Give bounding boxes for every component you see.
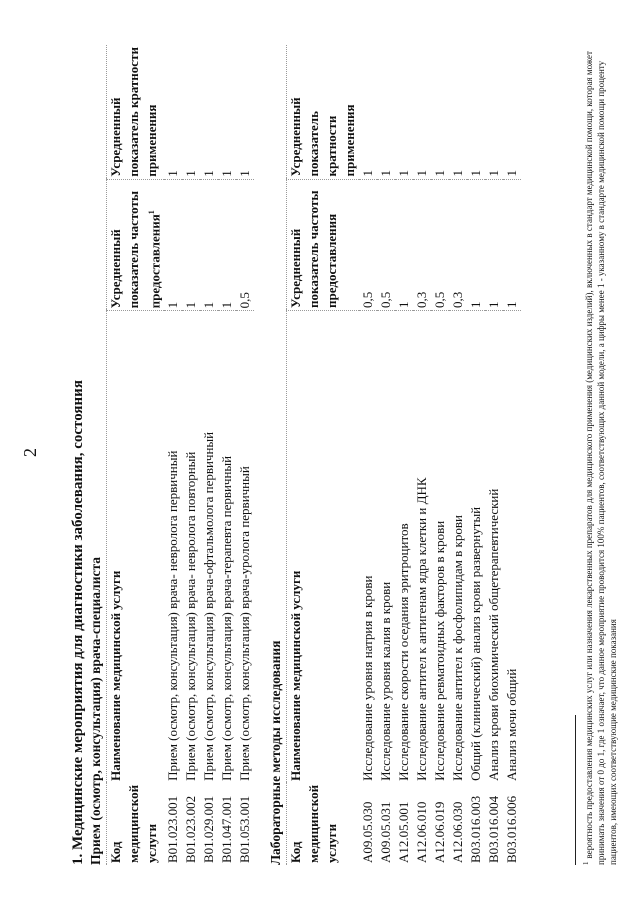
row-multiplicity: 1 — [359, 45, 377, 179]
row-name: Исследование антител к фосфолипидам в крови — [450, 515, 465, 781]
row-name: Исследование антител к антигенам ядра клетки и ДНК — [414, 477, 429, 781]
row-name: Анализ крови биохимический общетерапевтический — [486, 488, 501, 781]
row-multiplicity: 1 — [503, 45, 521, 179]
row-name: Прием (осмотр, консультация) врача-уролога первичный — [237, 466, 253, 781]
table-header-row — [107, 45, 165, 865]
row-frequency: 1 — [182, 179, 200, 311]
row-code: A12.05.001 — [396, 801, 411, 863]
row-name: Прием (осмотр, консультация) врача- невролога повторный — [183, 451, 199, 781]
row-frequency: 1 — [218, 179, 236, 311]
row-multiplicity: 1 — [485, 45, 503, 179]
header-name: Наименование медицинской услуги — [108, 570, 123, 781]
row-frequency: 0,5 — [431, 179, 449, 310]
row-frequency: 0,5 — [359, 179, 377, 310]
table-row — [485, 45, 503, 865]
row-code: A09.05.031 — [378, 801, 393, 863]
row-multiplicity: 1 — [395, 45, 413, 179]
table-row — [218, 45, 236, 865]
row-multiplicity: 1 — [236, 45, 254, 179]
table-header-row — [287, 45, 360, 865]
row-frequency: 1 — [164, 179, 182, 311]
lab-table-block — [286, 45, 521, 865]
footnote — [580, 35, 619, 865]
row-frequency: 1 — [467, 179, 485, 310]
table-row — [395, 45, 413, 865]
footnote-divider — [575, 715, 576, 865]
header-frequency: Усредненный показатель частоты предоставления — [287, 179, 360, 310]
row-frequency: 1 — [485, 179, 503, 310]
row-code: B01.023.002 — [183, 795, 199, 863]
footnote-marker: 1 — [147, 210, 156, 215]
footnote-marker: 1 — [582, 861, 590, 865]
header-code: Код медицинской услуги — [288, 784, 339, 863]
table-row — [200, 45, 218, 865]
row-name: Исследование ревматоидных факторов в крови — [432, 520, 447, 781]
row-name: Прием (осмотр, консультация) врача-офтальмолога первичный — [201, 431, 217, 781]
footnote-text: вероятность предоставления медицинских услуг или назначения лекарственных препаратов для медицинского применения (медицинских изделий), включенных в стандарт медицинской помощи, которая может принимать значения от 0 до 1, где 1 означает, что данное мероприятие проводится 100% пациентов, соответствующих данной модели, а цифры менее 1 - указанному в стандарте медицинской помощи проценту пациентов, имеющих соответствующие медицинские показания — [584, 51, 618, 865]
header-frequency: Усредненный показатель частоты предоставления$^1$ — [107, 179, 165, 311]
row-multiplicity: 1 — [218, 45, 236, 179]
header-name: Наименование медицинской услуги — [288, 570, 303, 781]
row-multiplicity: 1 — [182, 45, 200, 179]
row-multiplicity: 1 — [164, 45, 182, 179]
row-name: Общий (клинический) анализ крови развернутый — [468, 506, 483, 781]
row-code: A12.06.030 — [450, 801, 465, 863]
row-code: A09.05.030 — [360, 801, 375, 863]
row-name: Прием (осмотр, консультация) врача- невролога первичный — [165, 450, 181, 781]
page-number: 2 — [20, 448, 40, 457]
table-row — [467, 45, 485, 865]
row-frequency: 1 — [200, 179, 218, 311]
row-frequency: 1 — [395, 179, 413, 310]
row-multiplicity: 1 — [200, 45, 218, 179]
consultations-table — [106, 45, 254, 865]
table-row — [449, 45, 467, 865]
subsection-title-lab-methods: Лабораторные методы исследования — [268, 640, 283, 865]
table-row — [413, 45, 431, 865]
row-code: A12.06.010 — [414, 801, 429, 863]
row-frequency: 0,5 — [236, 179, 254, 311]
row-name: Анализ мочи общий — [504, 668, 519, 781]
row-code: A12.06.019 — [432, 801, 447, 863]
row-frequency: 1 — [503, 179, 521, 310]
header-multiplicity: Усредненный показатель кратности применения — [107, 45, 165, 179]
row-code: B03.016.004 — [486, 795, 501, 863]
row-code: B01.023.001 — [165, 795, 181, 863]
row-frequency: 0,5 — [377, 179, 395, 310]
row-name: Исследование уровня калия в крови — [378, 581, 393, 781]
row-code: B03.016.006 — [504, 795, 519, 863]
header-code: Код медицинской услуги — [108, 784, 159, 863]
row-code: B01.047.001 — [219, 795, 235, 863]
row-name: Исследование скорости оседания эритроцитов — [396, 523, 411, 781]
row-frequency: 0,3 — [449, 179, 467, 310]
table-row — [359, 45, 377, 865]
subsection-title-consultations: Прием (осмотр, консультация) врача-специалиста — [88, 556, 103, 865]
row-code: B03.016.003 — [468, 795, 483, 863]
lab-methods-table — [286, 45, 521, 865]
row-frequency: 0,3 — [413, 179, 431, 310]
row-code: B01.029.001 — [201, 795, 217, 863]
table-row — [164, 45, 182, 865]
section-title: 1. Медицинские мероприятия для диагностики заболевания, состояния — [70, 380, 86, 865]
row-name: Исследование уровня натрия в крови — [360, 575, 375, 781]
row-multiplicity: 1 — [413, 45, 431, 179]
row-multiplicity: 1 — [431, 45, 449, 179]
row-multiplicity: 1 — [449, 45, 467, 179]
row-code: B01.053.001 — [237, 795, 253, 863]
table-row — [503, 45, 521, 865]
table-row — [431, 45, 449, 865]
table-row — [182, 45, 200, 865]
row-multiplicity: 1 — [467, 45, 485, 179]
row-name: Прием (осмотр, консультация) врача-терапевта первичный — [219, 455, 235, 781]
header-multiplicity: Усредненный показатель кратности применения — [287, 45, 360, 179]
consultations-table-block — [106, 45, 254, 865]
table-row — [236, 45, 254, 865]
table-row — [377, 45, 395, 865]
row-multiplicity: 1 — [377, 45, 395, 179]
